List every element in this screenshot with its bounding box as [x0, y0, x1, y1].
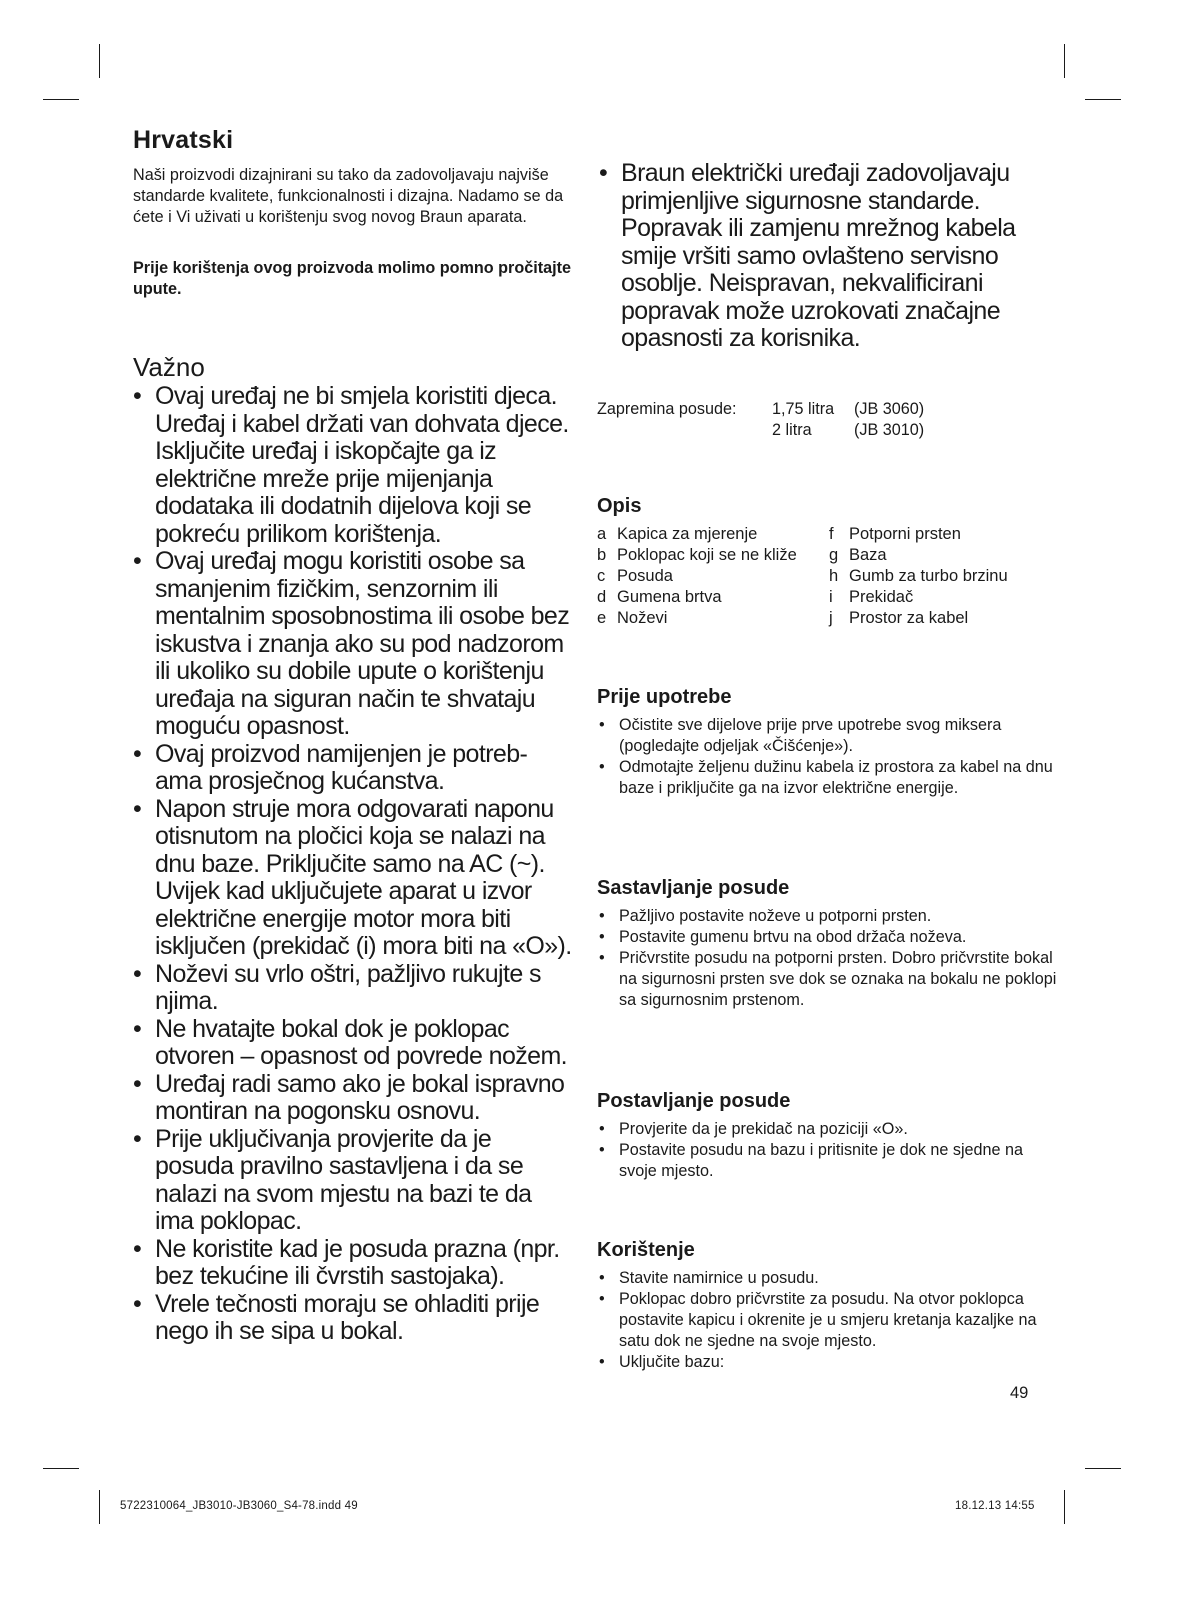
description-section: [597, 495, 1057, 629]
assembly-list: [597, 906, 1057, 1011]
right-column: [597, 159, 1071, 1371]
before-use-list: [597, 715, 1057, 799]
list-item: • Noževi su vrlo oštri, pažljivo rukujte s njima.: [133, 961, 573, 1016]
important-list-continued: [599, 160, 1039, 353]
list-item: • Uređaj radi samo ako je bokal ispravno montiran na pogonsku osnovu.: [133, 1071, 573, 1126]
list-item: • Pažljivo postavite noževe u potporni prsten.: [597, 906, 1057, 927]
crop-mark: [99, 44, 100, 78]
part-item: e Noževi: [597, 609, 668, 627]
crop-mark: [1085, 99, 1121, 100]
part-item: b Poklopac koji se ne kliže: [597, 546, 797, 564]
crop-mark: [43, 1468, 79, 1469]
list-item: • Provjerite da je prekidač na poziciji «O».: [597, 1119, 1057, 1140]
description-title: Opis: [597, 495, 642, 517]
intro-warning: Prije korištenja ovog proizvoda molimo pomno pročitajte upute.: [133, 259, 572, 298]
parts-list: [597, 524, 1057, 629]
capacity-volume: 1,75 litra: [772, 399, 835, 418]
footer-datetime: 18.12.13 14:55: [955, 1500, 1035, 1512]
placement-title: Postavljanje posude: [597, 1090, 791, 1112]
list-item: • Prije uključivanja provjerite da je posuda pravilno sastavljena i da se nalazi na svom mjestu na bazi te da ima poklopac.: [133, 1126, 573, 1236]
capacity-label: Zapremina posude:: [597, 399, 737, 418]
list-item: • Braun električki uređaji zadovoljavaju primjenljive sigurnosne standarde. Popravak ili zamjenu mrežnog kabela smije vršiti samo ovlašteno servisno osoblje. Neispravan, nekvalificirani popravak može uzrokovati značajne opasnosti za korisnika.: [599, 160, 1039, 353]
usage-title: Korištenje: [597, 1239, 695, 1261]
list-item: • Ovaj uređaj ne bi smjela koristiti djeca. Uređaj i kabel držati van dohvata djece. Isključite uređaj i iskopčajte ga iz električne mreže prije mijenjanja dodataka ili dodatnih dijelova koji se pokreću prilikom korištenja.: [133, 383, 573, 548]
part-item: d Gumena brtva: [597, 588, 722, 606]
list-item: • Očistite sve dijelove prije prve upotrebe svog miksera (pogledajte odjeljak «Čišćenje»).: [597, 715, 1057, 757]
assembly-section: [597, 877, 1057, 1011]
part-item: a Kapica za mjerenje: [597, 525, 758, 543]
assembly-title: Sastavljanje posude: [597, 877, 790, 899]
list-item: • Odmotajte željenu dužinu kabela iz prostora za kabel na dnu baze i priključite ga na izvor električne energije.: [597, 757, 1057, 799]
list-item: • Stavite namirnice u posudu.: [597, 1268, 1057, 1289]
crop-mark: [43, 99, 79, 100]
list-item: • Uključite bazu:: [597, 1352, 1057, 1373]
left-column: [133, 126, 573, 1346]
crop-mark: [1064, 44, 1065, 78]
crop-mark: [99, 1490, 100, 1524]
capacity-table: [597, 399, 1071, 441]
placement-list: [597, 1119, 1057, 1182]
capacity-model: (JB 3060): [854, 399, 925, 418]
before-use-title: Prije upotrebe: [597, 686, 732, 708]
part-item: f Potporni prsten: [829, 525, 961, 543]
important-list: [133, 383, 573, 1346]
page-number: 49: [1010, 1384, 1029, 1402]
part-item: c Posuda: [597, 567, 673, 585]
footer-filename: 5722310064_JB3010-JB3060_S4-78.indd 49: [120, 1500, 358, 1512]
list-item: • Ovaj uređaj mogu koristiti osobe sa smanjenim fizičkim, senzornim ili mentalnim sposobnostima ili osobe bez iskustva i znanja ako su pod nadzorom ili ukoliko su dobile upute o korištenju uređaja na siguran način te shvataju moguću opasnost.: [133, 548, 573, 741]
part-item: g Baza: [829, 546, 887, 564]
list-item: • Napon struje mora odgovarati naponu otisnutom na pločici koja se nalazi na dnu baze. Priključite samo na AC (~). Uvijek kad uključujete aparat u izvor električne energije motor mora biti isključen (prekidač (i) mora biti na «O»).: [133, 796, 573, 961]
list-item: • Vrele tečnosti moraju se ohladiti prije nego ih se sipa u bokal.: [133, 1291, 573, 1346]
list-item: • Ovaj proizvod namijenjen je potreb-ama prosječnog kućanstva.: [133, 741, 573, 796]
list-item: • Ne hvatajte bokal dok je poklopac otvoren – opasnost od povrede nožem.: [133, 1016, 573, 1071]
part-item: i Prekidač: [829, 588, 914, 606]
before-use-section: [597, 686, 1057, 799]
part-item: h Gumb za turbo brzinu: [829, 567, 1008, 585]
crop-mark: [1064, 1490, 1065, 1524]
language-heading: Hrvatski: [133, 126, 234, 154]
intro-text: Naši proizvodi dizajnirani su tako da zadovoljavaju najviše standarde kvalitete, funkcionalnosti i dizajna. Nadamo se da ćete i Vi uživati u korištenju svog novog Braun aparata.: [133, 166, 564, 226]
capacity-volume: 2 litra: [772, 420, 812, 439]
placement-section: [597, 1090, 1057, 1182]
list-item: • Poklopac dobro pričvrstite za posudu. Na otvor poklopca postavite kapicu i okrenite je u smjeru kretanja kazaljke na satu dok ne sjedne na svoje mjesto.: [597, 1289, 1057, 1352]
important-title: Važno: [133, 352, 205, 382]
list-item: • Ne koristite kad je posuda prazna (npr. bez tekućine ili čvrstih sastojaka).: [133, 1236, 573, 1291]
usage-list: [597, 1268, 1057, 1373]
list-item: • Postavite gumenu brtvu na obod držača noževa.: [597, 927, 1057, 948]
crop-mark: [1085, 1468, 1121, 1469]
usage-section: [597, 1239, 1057, 1373]
part-item: j Prostor za kabel: [829, 609, 969, 627]
capacity-model: (JB 3010): [854, 420, 925, 439]
list-item: • Postavite posudu na bazu i pritisnite je dok ne sjedne na svoje mjesto.: [597, 1140, 1057, 1182]
list-item: • Pričvrstite posudu na potporni prsten. Dobro pričvrstite bokal na sigurnosni prsten sve dok se oznaka na bokalu ne poklopi sa sigurnosnim prstenom.: [597, 948, 1057, 1011]
